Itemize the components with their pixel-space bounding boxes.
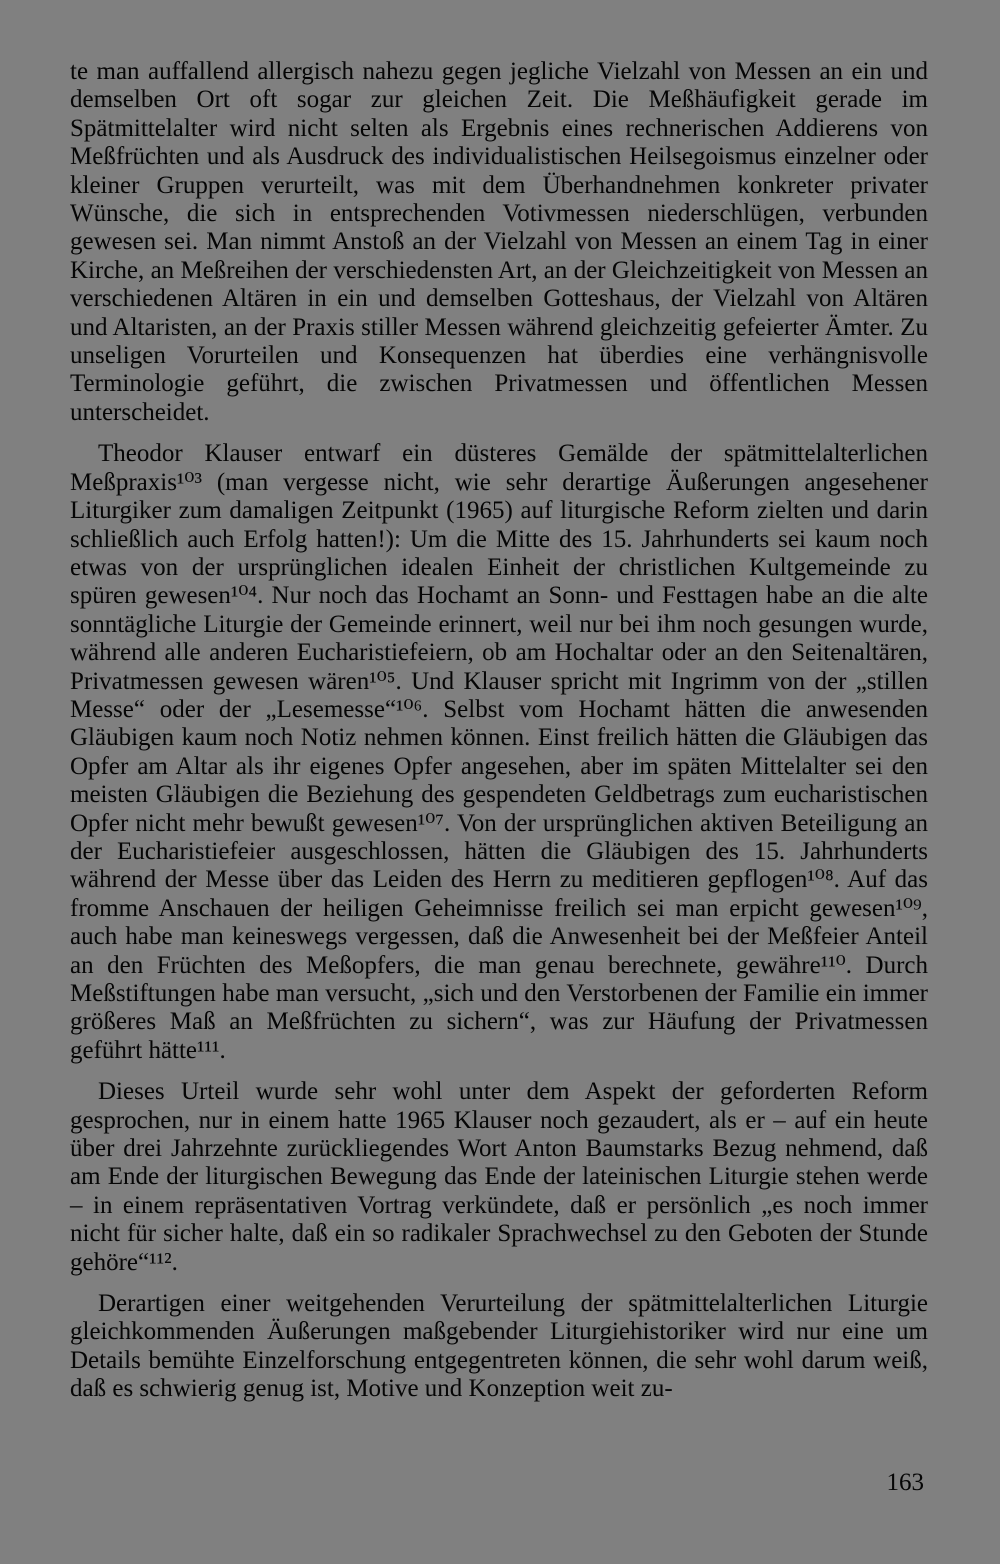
page-number: 163 <box>886 1469 924 1496</box>
paragraph-4: Derartigen einer weitgehenden Verurteilung der spätmittelalterlichen Liturgie gleichkommenden Äußerungen maßgebender Liturgiehistoriker wird nur eine um Details bemühte Einzelforschung entgegentreten können, die sehr wohl darum weiß, daß es schwierig genug ist, Motive und Konzeption weit zu- <box>70 1290 928 1403</box>
paragraph-2: Theodor Klauser entwarf ein düsteres Gemälde der spätmittelalterlichen Meßpraxis¹⁰³ (man vergesse nicht, wie sehr derartige Äußerungen angesehener Liturgiker zum damaligen Zeitpunkt (1965) auf liturgische Reform zielten und darin schließlich auch Erfolg hatten!): Um die Mitte des 15. Jahrhunderts sei kaum noch etwas von der ursprünglichen idealen Einheit der christlichen Kultgemeinde zu spüren gewesen¹⁰⁴. Nur noch das Hochamt an Sonn- und Festtagen habe an die alte sonntägliche Liturgie der Gemeinde erinnert, weil nur bei ihm noch gesungen wurde, während alle anderen Eucharistiefeiern, ob am Hochaltar oder an den Seitenaltären, Privatmessen gewesen wären¹⁰⁵. Und Klauser spricht mit Ingrimm von der „stillen Messe“ oder der „Lesemesse“¹⁰⁶. Selbst vom Hochamt hätten die anwesenden Gläubigen kaum noch Notiz nehmen können. Einst freilich hätten die Gläubigen das Opfer am Altar als ihr eigenes Opfer angesehen, aber im späten Mittelalter sei den meisten Gläubigen die Beziehung des gespendeten Geldbetrags zum eucharistischen Opfer nicht mehr bewußt gewesen¹⁰⁷. Von der ursprünglichen aktiven Beteiligung an der Eucharistiefeier ausgeschlossen, hätten die Gläubigen des 15. Jahrhunderts während der Messe über das Leiden des Herrn zu meditieren gepflogen¹⁰⁸. Auf das fromme Anschauen der heiligen Geheimnisse freilich sei man erpicht gewesen¹⁰⁹, auch habe man keineswegs vergessen, daß die Anwesenheit bei der Meßfeier Anteil an den Früchten des Meßopfers, die man genau berechnete, gewähre¹¹⁰. Durch Meßstiftungen habe man versucht, „sich und den Verstorbenen der Familie ein immer größeres Maß an Meßfrüchten zu sichern“, was zur Häufung der Privatmessen geführt hätte¹¹¹. <box>70 440 928 1064</box>
page-body <box>70 58 928 1404</box>
paragraph-3: Dieses Urteil wurde sehr wohl unter dem Aspekt der geforderten Reform gesprochen, nur in einem hatte 1965 Klauser noch gezaudert, als er – auf ein heute über drei Jahrzehnte zurückliegendes Wort Anton Baumstarks Bezug nehmend, daß am Ende der liturgischen Bewegung das Ende der lateinischen Liturgie stehen werde – in einem repräsentativen Vortrag verkündete, daß er persönlich „es noch immer nicht für sicher halte, daß ein so radikaler Sprachwechsel zu den Geboten der Stunde gehöre“¹¹². <box>70 1078 928 1276</box>
paragraph-1: te man auffallend allergisch nahezu gegen jegliche Vielzahl von Messen an ein und demselben Ort oft sogar zur gleichen Zeit. Die Meßhäufigkeit gerade im Spätmittelalter wird nicht selten als Ergebnis eines rechnerischen Addierens von Meßfrüchten und als Ausdruck des individualistischen Heilsegoismus einzelner oder kleiner Gruppen verurteilt, was mit dem Überhandnehmen konkreter privater Wünsche, die sich in entsprechenden Votivmessen niederschlügen, verbunden gewesen sei. Man nimmt Anstoß an der Vielzahl von Messen an einem Tag in einer Kirche, an Meßreihen der verschiedensten Art, an der Gleichzeitigkeit von Messen an verschiedenen Altären in ein und demselben Gotteshaus, der Vielzahl von Altären und Altaristen, an der Praxis stiller Messen während gleichzeitig gefeierter Ämter. Zu unseligen Vorurteilen und Konsequenzen hat überdies eine verhängnisvolle Terminologie geführt, die zwischen Privatmessen und öffentlichen Messen unterscheidet. <box>70 58 928 426</box>
